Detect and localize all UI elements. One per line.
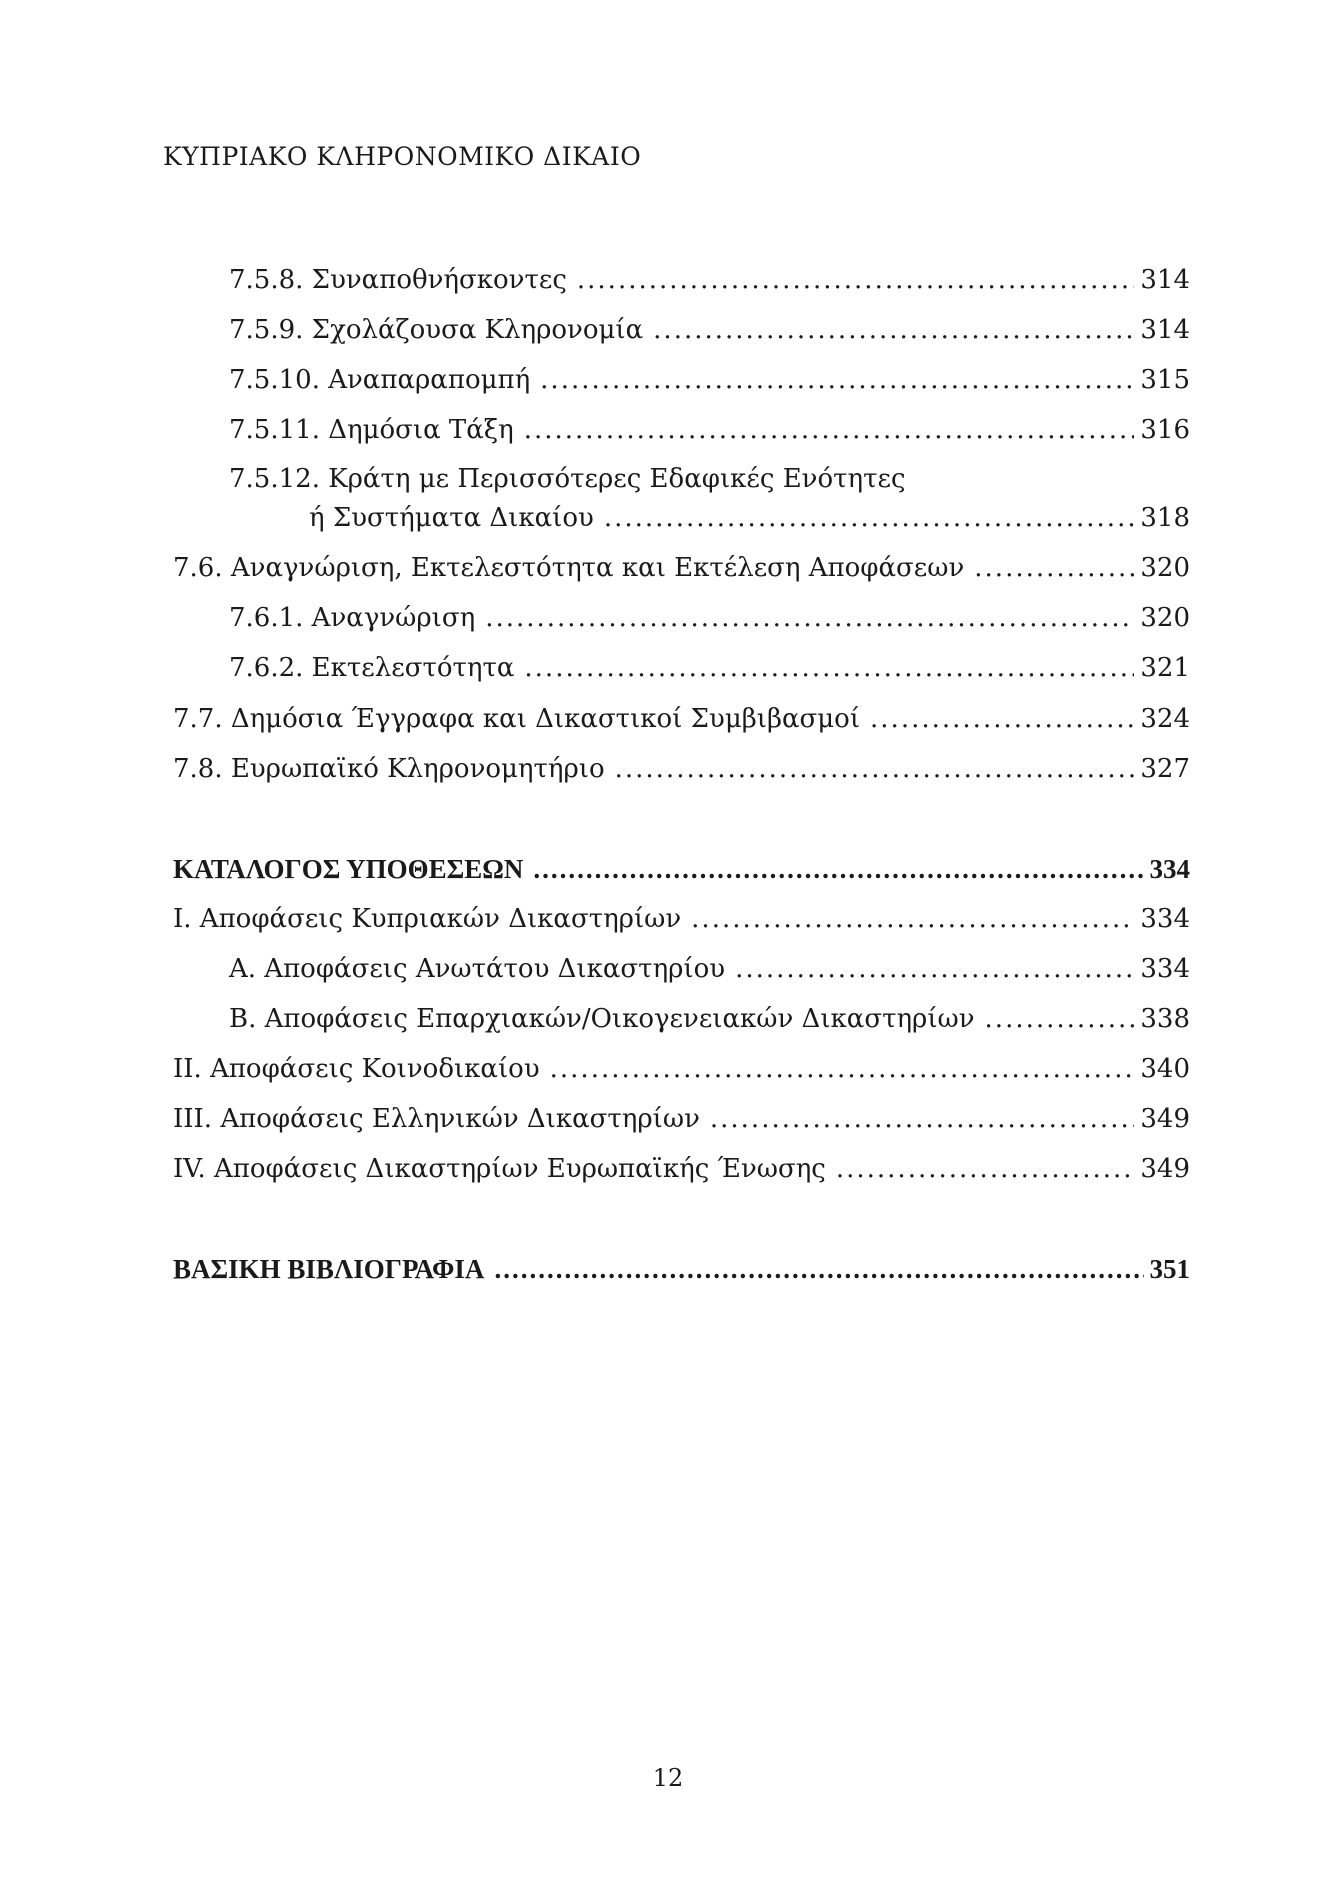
leader-dots [524, 414, 1135, 446]
leader-dots [974, 552, 1134, 584]
toc-entry-label: 7.5.9. Σχολάζουσα Κληρονομία [229, 315, 644, 345]
leader-dots [735, 953, 1134, 985]
toc-entry-page: 349 [1140, 1104, 1190, 1134]
toc-entry-label: ή Συστήματα Δικαίου [309, 503, 594, 533]
toc-entry-label: 7.6.2. Εκτελεστότητα [229, 653, 515, 683]
toc-entry-label: 7.8. Ευρωπαϊκό Κληρονομητήριο [173, 754, 605, 784]
leader-dots [836, 1153, 1135, 1185]
toc-entry [173, 1153, 1190, 1187]
toc-entry-label: 7.6. Αναγνώριση, Εκτελεστότητα και Εκτέλεση Αποφάσεων [173, 553, 965, 583]
toc-entry [173, 903, 1190, 937]
toc-entry-label: 7.5.11. Δημόσια Τάξη [229, 415, 514, 445]
toc-section-heading [173, 853, 1190, 887]
leader-dots [494, 1253, 1143, 1285]
toc-entry-page: 321 [1140, 653, 1190, 683]
leader-dots [870, 703, 1134, 735]
toc-entry-label: 7.5.10. Αναπαραπομπή [229, 365, 531, 395]
leader-dots [653, 314, 1134, 346]
toc-entry-page: 351 [1149, 1254, 1190, 1284]
toc-entry-page: 320 [1140, 553, 1190, 583]
toc-entry-label: III. Αποφάσεις Ελληνικών Δικαστηρίων [173, 1104, 700, 1134]
toc-entry-page: 314 [1140, 315, 1190, 345]
toc-entry-page: 334 [1140, 904, 1190, 934]
toc-entry [173, 753, 1190, 787]
toc-entry-page: 334 [1140, 954, 1190, 984]
leader-dots [485, 602, 1134, 634]
toc-entry-page: 340 [1140, 1054, 1190, 1084]
toc-entry-page: 349 [1140, 1154, 1190, 1184]
toc-entry-label-line1: 7.5.12. Κράτη με Περισσότερες Εδαφικές Ενότητες [229, 464, 906, 494]
toc-entry [229, 314, 1190, 348]
toc-entry [229, 364, 1190, 398]
leader-dots [691, 903, 1134, 935]
toc-entry [309, 502, 1190, 536]
toc-entry-label: 7.7. Δημόσια Έγγραφα και Δικαστικοί Συμβιβασμοί [173, 704, 861, 734]
toc-entry-label: Β. Αποφάσεις Επαρχιακών/Οικογενειακών Δικαστηρίων [229, 1004, 975, 1034]
running-title: ΚΥΠΡΙΑΚΟ ΚΛΗΡΟΝΟΜΙΚΟ ΔΙΚΑΙΟ [163, 142, 642, 171]
toc-entry-label: ΒΑΣΙΚΗ ΒΙΒΛΙΟΓΡΑΦΙΑ [173, 1254, 485, 1284]
toc-entry-label: ΚΑΤΑΛΟΓΟΣ ΥΠΟΘΕΣΕΩΝ [173, 854, 524, 884]
leader-dots [533, 853, 1143, 885]
toc-entry-page: 334 [1149, 854, 1190, 884]
leader-dots [577, 264, 1134, 296]
page-number: 12 [652, 1764, 684, 1792]
toc-entry-page: 315 [1140, 365, 1190, 395]
toc-entry-label: II. Αποφάσεις Κοινοδικαίου [173, 1054, 540, 1084]
leader-dots [604, 502, 1135, 534]
toc-entry [229, 652, 1190, 686]
toc-entry-page: 338 [1140, 1004, 1190, 1034]
toc-section-heading [173, 1253, 1190, 1287]
toc-entry [173, 552, 1190, 586]
leader-dots [524, 652, 1134, 684]
toc-entry [229, 414, 1190, 448]
leader-dots [540, 364, 1134, 396]
toc-entry [229, 264, 1190, 298]
toc-entry-label: IV. Αποφάσεις Δικαστηρίων Ευρωπαϊκής Ένωσης [173, 1154, 826, 1184]
leader-dots [550, 1053, 1135, 1085]
toc-entry-page: 320 [1140, 603, 1190, 633]
toc-entry-page: 316 [1140, 415, 1190, 445]
toc-entry-label: I. Αποφάσεις Κυπριακών Δικαστηρίων [173, 904, 682, 934]
leader-dots [710, 1103, 1134, 1135]
leader-dots [615, 753, 1135, 785]
toc-entry [173, 1103, 1190, 1137]
leader-dots [985, 1003, 1135, 1035]
toc-entry-page: 327 [1140, 754, 1190, 784]
toc-entry [229, 602, 1190, 636]
toc-entry [229, 953, 1190, 987]
toc-entry-page: 314 [1140, 265, 1190, 295]
toc-entry [173, 703, 1190, 737]
toc-entry-page: 324 [1140, 704, 1190, 734]
toc-entry-label: 7.6.1. Αναγνώριση [229, 603, 476, 633]
toc-entry-label: Α. Αποφάσεις Ανωτάτου Δικαστηρίου [229, 954, 726, 984]
toc-entry [229, 1003, 1190, 1037]
toc-entry-page: 318 [1140, 503, 1190, 533]
toc-entry [173, 1053, 1190, 1087]
toc-entry-label: 7.5.8. Συναποθνήσκοντες [229, 265, 567, 295]
